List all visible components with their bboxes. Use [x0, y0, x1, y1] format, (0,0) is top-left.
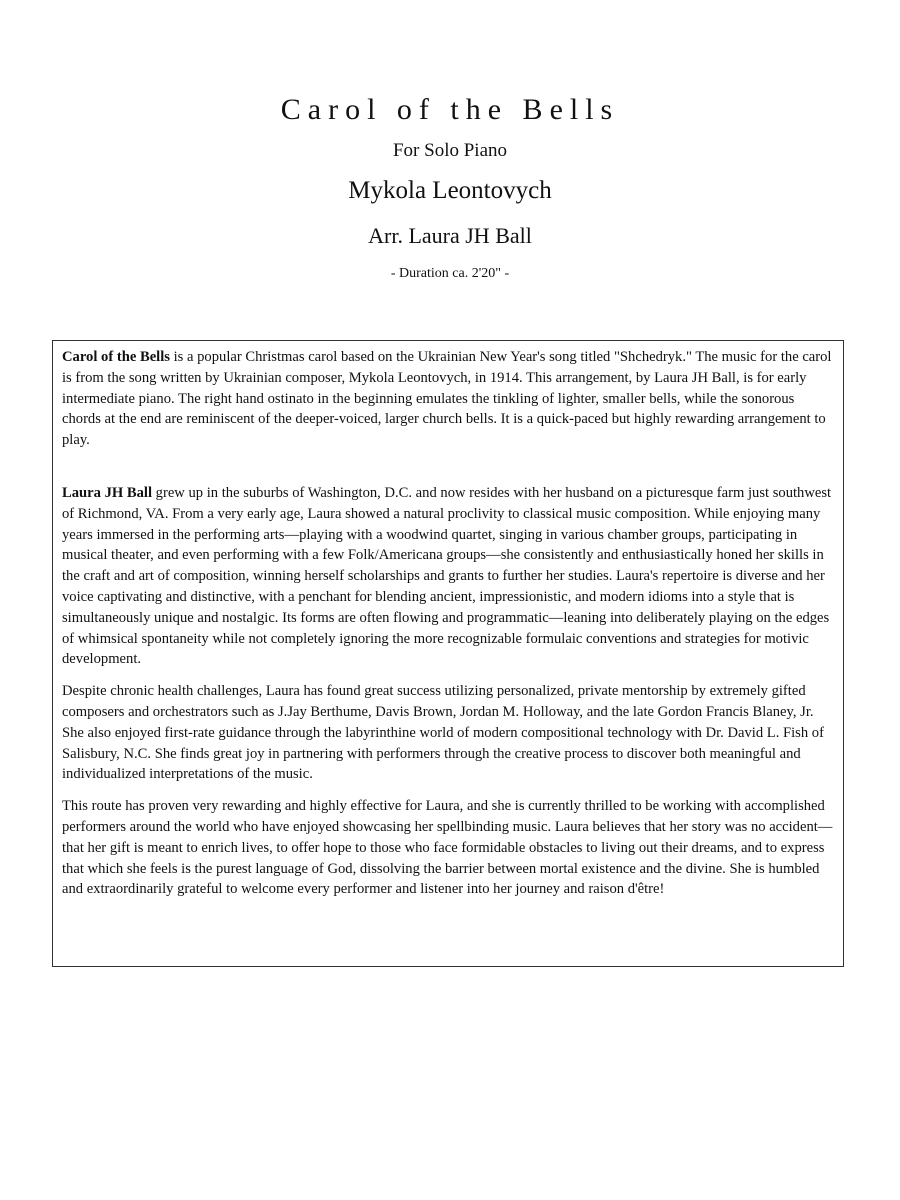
composer-name-lead: Laura JH Ball: [62, 484, 153, 501]
program-notes-box: [52, 340, 844, 967]
composer-name: Mykola Leontovych: [348, 177, 552, 204]
carol-description-paragraph: [62, 347, 834, 451]
duration-note: - Duration ca. 2'20" -: [390, 266, 510, 281]
closing-paragraph: This route has proven very rewarding and highly effective for Laura, and she is currently thrilled to be working with accomplished performers around the world who have enjoyed showcasing her spellbinding music. Laura believes that her story was no accident—that her gift is meant to enrich lives, to offer hope to those who face formidable obstacles to living out their dreams, and to express that which she feels is the purest language of God, dissolving the barrier between mortal existence and the divine. She is humbled and extraordinarily grateful to welcome every performer and listener into her journey and raison d'être!: [62, 798, 833, 898]
composer-bio-paragraph: [62, 483, 834, 670]
instrumentation-subtitle: For Solo Piano: [392, 140, 508, 161]
arranger-credit: Arr. Laura JH Ball: [368, 223, 532, 248]
composer-bio-text: grew up in the suburbs of Washington, D.C. and now resides with her husband on a picturesque farm just southwest of Richmond, VA. From a very early age, Laura showed a natural proclivity to classical music composition. While enjoying many years immersed in the performing arts—playing with a woodwind quartet, singing in various chamber groups, participating in musical theater, and even performing with a few Folk/Americana groups—she consistently and enthusiastically honed her skills in the craft and art of composition, winning herself scholarships and grants to further her studies. Laura's repertoire is diverse and her voice captivating and distinctive, with a penchant for blending ancient, impressionistic, and modern idioms into a style that is simultaneously unique and nostalgic. Its forms are often flowing and programmatic—leaning into deliberately playing on the edges of whimsical spontaneity while not completely ignoring the more recognizable formulaic conventions and strategies for motivic development.: [62, 484, 832, 668]
page-title: Carol of the Bells: [280, 93, 620, 126]
mentorship-paragraph: Despite chronic health challenges, Laura has found great success utilizing personalized, private mentorship by extremely gifted composers and orchestrators such as J.Jay Berthume, Davis Brown, Jordan M. Holloway, and the late Gordon Francis Blaney, Jr. She also enjoyed first-rate guidance through the labyrinthine world of modern compositional technology with Dr. David L. Fish of Salisbury, N.C. She finds great joy in partnering with performers through the creative process to discover both meaningful and individualized interpretations of the music.: [62, 683, 824, 783]
carol-title-lead: Carol of the Bells: [62, 349, 170, 365]
carol-description-text: is a popular Christmas carol based on the Ukrainian New Year's song titled "Shchedryk." The music for the carol is from the song written by Ukrainian composer, Mykola Leontovych, in 1914. This arrangement, by Laura JH Ball, is for early intermediate piano. The right hand ostinato in the beginning emulates the tinkling of lighter, smaller bells, while the sonorous chords at the end are reminiscent of the deeper-voiced, larger church bells. It is a quick-paced but highly rewarding arrangement to play.: [62, 349, 832, 449]
